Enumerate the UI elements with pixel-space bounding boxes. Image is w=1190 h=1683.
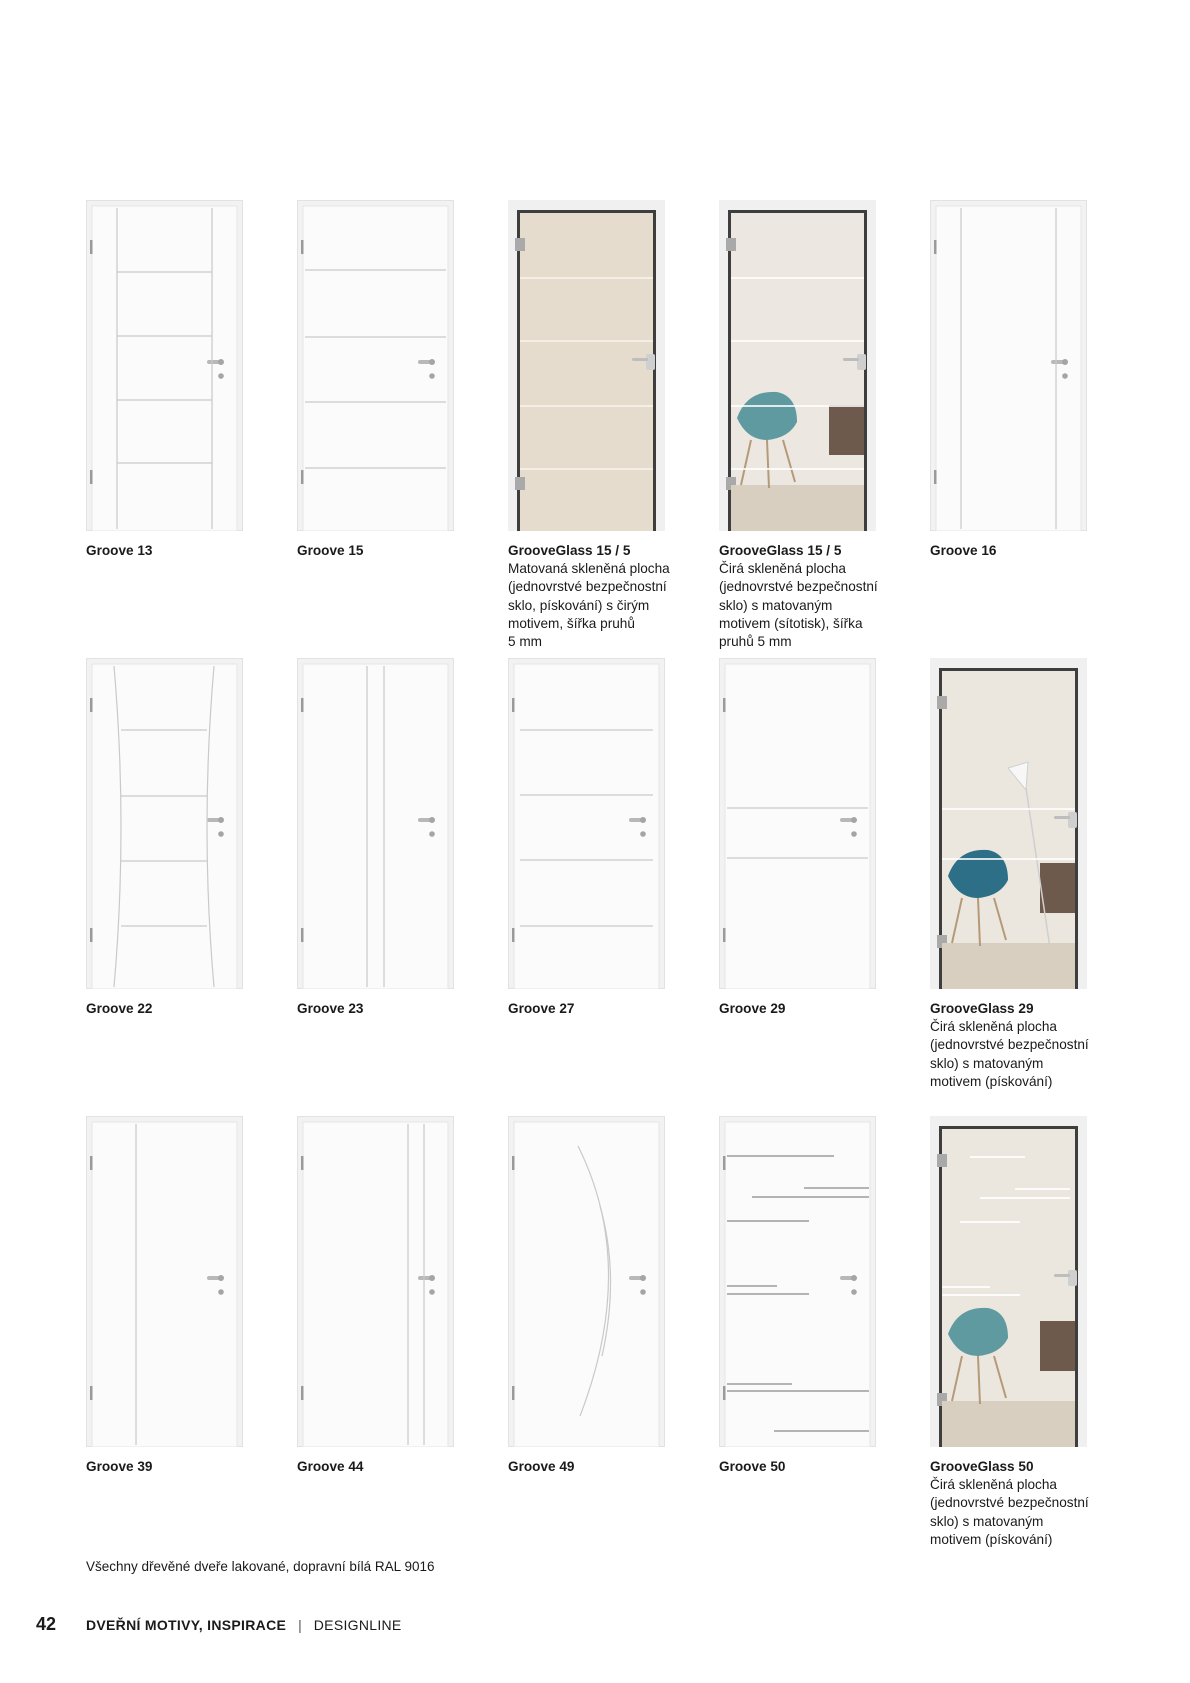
- door-leaf: [92, 1122, 237, 1447]
- frost-stripe: [731, 405, 864, 407]
- floor: [942, 1401, 1075, 1447]
- door-leaf: [92, 206, 237, 531]
- finish-note: Všechny dřevěné dveře lakované, dopravní bílá RAL 9016: [86, 1559, 435, 1574]
- door-item: [719, 658, 919, 1018]
- subsection-title: DESIGNLINE: [313, 1617, 402, 1633]
- door-desc-line: Čirá skleněná plocha: [719, 561, 846, 577]
- clear-stripe: [520, 340, 653, 342]
- sideboard: [1040, 1321, 1075, 1371]
- door-illustration: [86, 1116, 243, 1447]
- door-item: [86, 200, 286, 560]
- door-row-3: [86, 1116, 1136, 1574]
- door-leaf: [303, 206, 448, 531]
- door-item: [719, 200, 919, 651]
- door-title: GrooveGlass 29: [930, 1001, 1034, 1016]
- hinge-icon: [934, 240, 937, 254]
- door-leaf: [303, 1122, 448, 1447]
- door-desc-line: pruhů 5 mm: [719, 634, 792, 650]
- glass-hinge-icon: [515, 477, 525, 490]
- glass-hinge-icon: [937, 1154, 947, 1167]
- frost-stripe: [731, 340, 864, 342]
- glass-panel: [520, 213, 653, 531]
- door-title: GrooveGlass 15 / 5: [719, 543, 842, 558]
- frost-stripe: [942, 1294, 1020, 1296]
- door-desc-line: (jednovrstvé bezpečnostní: [508, 579, 667, 595]
- hinge-icon: [301, 1156, 304, 1170]
- hinge-icon: [512, 698, 515, 712]
- clear-stripe: [520, 277, 653, 279]
- hinge-icon: [90, 1386, 93, 1400]
- door-illustration: [719, 1116, 876, 1447]
- door-item: [930, 658, 1130, 1091]
- door-desc-line: sklo, pískování) s čirým: [508, 597, 650, 613]
- door-title: GrooveGlass 50: [930, 1459, 1034, 1474]
- door-title: Groove 29: [719, 1001, 786, 1016]
- hinge-icon: [512, 1156, 515, 1170]
- frost-stripe: [970, 1156, 1025, 1158]
- door-illustration: [86, 658, 243, 989]
- frost-stripe: [960, 1221, 1020, 1223]
- door-item: [719, 1116, 919, 1476]
- glass-lock-icon: [1068, 812, 1077, 828]
- door-leaf: [514, 664, 659, 989]
- door-item: [930, 1116, 1130, 1549]
- door-desc-line: motivem, šířka pruhů: [508, 615, 635, 631]
- hinge-icon: [301, 698, 304, 712]
- door-item: [297, 200, 497, 560]
- door-desc-line: (jednovrstvé bezpečnostní: [719, 579, 878, 595]
- door-desc-line: sklo) s matovaným: [930, 1513, 1044, 1529]
- door-title: Groove 22: [86, 1001, 153, 1016]
- hinge-icon: [723, 928, 726, 942]
- door-item: [508, 658, 708, 1018]
- door-desc-line: Matovaná skleněná plocha: [508, 561, 670, 577]
- door-illustration: [508, 1116, 665, 1447]
- door-illustration: [508, 658, 665, 989]
- section-title: DVEŘNÍ MOTIVY, INSPIRACE: [86, 1617, 287, 1633]
- door-item: [297, 658, 497, 1018]
- hinge-icon: [512, 1386, 515, 1400]
- door-handle-icon: [632, 358, 648, 361]
- glass-hinge-icon: [937, 696, 947, 709]
- door-title: Groove 44: [297, 1459, 364, 1474]
- door-handle-icon: [1054, 816, 1070, 819]
- hinge-icon: [301, 1386, 304, 1400]
- door-illustration: [930, 1116, 1087, 1447]
- door-title: Groove 39: [86, 1459, 153, 1474]
- clear-stripe: [520, 405, 653, 407]
- door-title: Groove 13: [86, 543, 153, 558]
- door-illustration: [719, 200, 876, 531]
- door-illustration: [297, 1116, 454, 1447]
- glass-hinge-icon: [726, 238, 736, 251]
- door-desc-line: sklo) s matovaným: [930, 1055, 1044, 1071]
- sideboard: [829, 405, 864, 455]
- door-item: [86, 658, 286, 1018]
- frost-stripe: [731, 277, 864, 279]
- door-title: Groove 27: [508, 1001, 575, 1016]
- door-illustration: [86, 200, 243, 531]
- hinge-icon: [301, 470, 304, 484]
- sideboard: [1040, 863, 1075, 913]
- door-title: Groove 50: [719, 1459, 786, 1474]
- door-title: Groove 15: [297, 543, 364, 558]
- hinge-icon: [90, 470, 93, 484]
- glass-lock-icon: [646, 354, 655, 370]
- hinge-icon: [723, 1156, 726, 1170]
- door-desc-line: Čirá skleněná plocha: [930, 1477, 1057, 1493]
- door-leaf: [936, 206, 1081, 531]
- door-desc-line: (jednovrstvé bezpečnostní: [930, 1037, 1089, 1053]
- door-handle-icon: [843, 358, 859, 361]
- door-item: [508, 200, 708, 651]
- door-handle-icon: [1054, 1274, 1070, 1277]
- frost-stripe: [1015, 1188, 1070, 1190]
- page-footer: [36, 1614, 402, 1635]
- door-desc-line: motivem (pískování): [930, 1531, 1053, 1547]
- door-title: Groove 49: [508, 1459, 575, 1474]
- door-illustration: [719, 658, 876, 989]
- frost-stripe: [942, 808, 1075, 810]
- glass-lock-icon: [857, 354, 866, 370]
- glass-panel: [942, 671, 1075, 989]
- door-desc-line: Čirá skleněná plocha: [930, 1019, 1057, 1035]
- hinge-icon: [723, 698, 726, 712]
- floor: [942, 943, 1075, 989]
- door-item: [508, 1116, 708, 1476]
- hinge-icon: [90, 928, 93, 942]
- door-item: [297, 1116, 497, 1476]
- door-desc-line: motivem (sítotisk), šířka: [719, 615, 863, 631]
- door-item: [86, 1116, 286, 1476]
- glass-hinge-icon: [515, 238, 525, 251]
- door-title: Groove 16: [930, 543, 997, 558]
- hinge-icon: [301, 928, 304, 942]
- door-illustration: [930, 658, 1087, 989]
- page-number: 42: [36, 1614, 57, 1634]
- door-title: GrooveGlass 15 / 5: [508, 543, 631, 558]
- door-leaf: [303, 664, 448, 989]
- hinge-icon: [934, 470, 937, 484]
- door-desc-line: 5 mm: [508, 634, 542, 650]
- door-title: Groove 23: [297, 1001, 364, 1016]
- door-row-1: [86, 200, 1136, 658]
- clear-stripe: [520, 468, 653, 470]
- door-illustration: [508, 200, 665, 531]
- door-leaf: [725, 664, 870, 989]
- door-desc-line: sklo) s matovaným: [719, 597, 833, 613]
- frost-stripe: [980, 1197, 1070, 1199]
- glass-lock-icon: [1068, 1270, 1077, 1286]
- door-desc-line: (jednovrstvé bezpečnostní: [930, 1495, 1089, 1511]
- floor: [731, 485, 864, 531]
- hinge-icon: [723, 1386, 726, 1400]
- door-leaf: [92, 664, 237, 989]
- door-desc-line: motivem (pískování): [930, 1073, 1053, 1089]
- hinge-icon: [90, 1156, 93, 1170]
- glass-panel: [731, 213, 864, 531]
- door-catalog-grid: [86, 200, 1136, 1574]
- hinge-icon: [512, 928, 515, 942]
- door-illustration: [297, 200, 454, 531]
- door-item: [930, 200, 1130, 560]
- footer-separator: |: [298, 1617, 302, 1633]
- door-illustration: [297, 658, 454, 989]
- hinge-icon: [90, 698, 93, 712]
- hinge-icon: [90, 240, 93, 254]
- frost-stripe: [942, 1286, 990, 1288]
- hinge-icon: [301, 240, 304, 254]
- frost-stripe: [731, 468, 864, 470]
- door-row-2: [86, 658, 1136, 1116]
- frost-stripe: [942, 858, 1075, 860]
- door-leaf: [725, 1122, 870, 1447]
- door-illustration: [930, 200, 1087, 531]
